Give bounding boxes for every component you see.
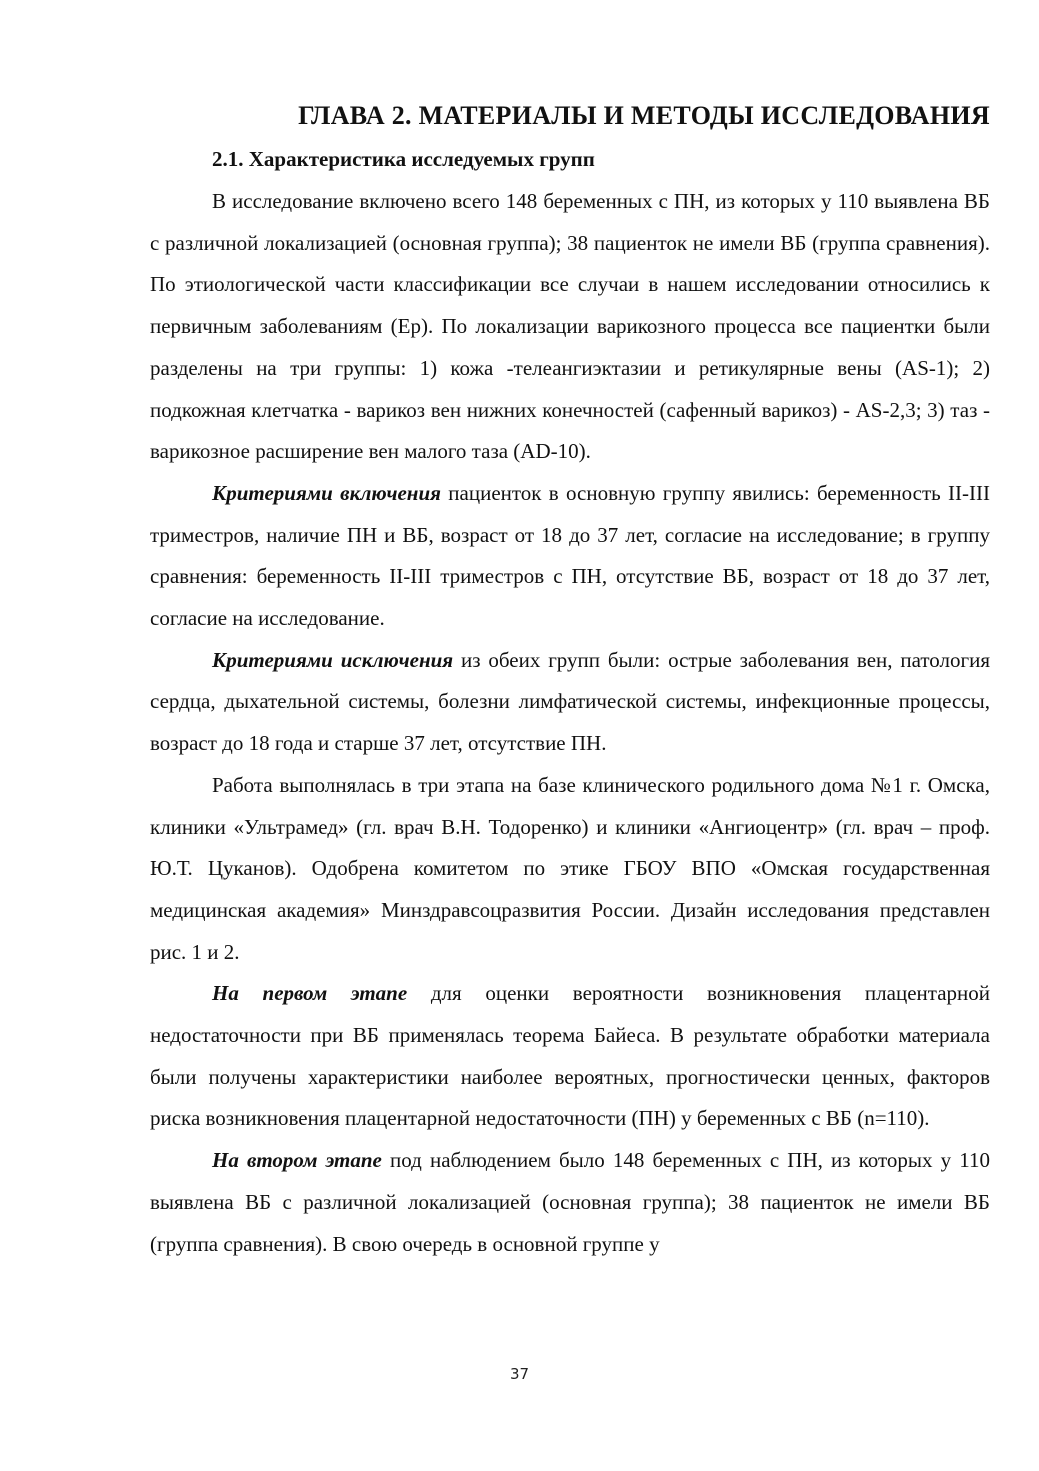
paragraph-text: В исследование включено всего 148 беременных с ПН, из которых у 110 выявлена ВБ с различной локализацией (основная группа); 38 пациенток не имели ВБ (группа сравнения). По этиологической части классификации все случаи в нашем исследовании относились к первичным заболеваниям (Ер). По локализации варикозного процесса все пациентки были разделены на три группы: 1) кожа -телеангиэктазии и ретикулярные вены (AS-1); 2) подкожная клетчатка - варикоз вен нижних конечностей (сафенный варикоз) - AS-2,3; 3) таз - варикозное расширение вен малого таза (AD-10). bbox=[150, 189, 990, 464]
paragraph-second-stage bbox=[150, 1140, 990, 1265]
page-number: 37 bbox=[509, 1365, 530, 1383]
chapter-title: ГЛАВА 2. МАТЕРИАЛЫ И МЕТОДЫ ИССЛЕДОВАНИЯ bbox=[298, 101, 990, 130]
paragraph-study-base bbox=[150, 765, 990, 974]
paragraph-text: для оценки вероятности возникновения плацентарной недостаточности при ВБ применялась теорема Байеса. В результате обработки материала были получены характеристики наиболее вероятных, прогностически ценных, факторов риска возникновения плацентарной недостаточности (ПН) у беременных с ВБ (n=110). bbox=[150, 981, 990, 1131]
paragraph-inclusion-criteria bbox=[150, 473, 990, 640]
paragraph-lead: На втором этапе bbox=[212, 1148, 382, 1173]
paragraph-first-stage bbox=[150, 973, 990, 1140]
paragraph-lead: На первом этапе bbox=[212, 981, 408, 1006]
paragraph-lead: Критериями исключения bbox=[212, 647, 454, 672]
paragraph-exclusion-criteria bbox=[150, 640, 990, 765]
section-title: 2.1. Характеристика исследуемых групп bbox=[212, 147, 595, 171]
paragraph-text: под наблюдением было 148 беременных с ПН, из которых у 110 выявлена ВБ с различной локализацией (основная группа); 38 пациенток не имели ВБ (группа сравнения). В свою очередь в основной группе у bbox=[150, 1148, 991, 1256]
paragraph-text: пациенток в основную группу явились: беременность II-III триместров, наличие ПН и ВБ, возраст от 18 до 37 лет, согласие на исследование; в группу сравнения: беременность II-III триместров с ПН, отсутствие ВБ, возраст от 18 до 37 лет, согласие на исследование. bbox=[150, 480, 991, 631]
paragraph-text: из обеих групп были: острые заболевания вен, патология сердца, дыхательной системы, болезни лимфатической системы, инфекционные процессы, возраст до 18 года и старше 37 лет, отсутствие ПН. bbox=[150, 647, 990, 756]
paragraph-intro bbox=[150, 181, 990, 473]
document-page bbox=[150, 96, 990, 1265]
paragraph-lead: Критериями включения bbox=[212, 480, 441, 505]
paragraph-text: Работа выполнялась в три этапа на базе клинического родильного дома №1 г. Омска, клиники «Ультрамед» (гл. врач В.Н. Тодоренко) и клиники «Ангиоцентр» (гл. врач – проф. Ю.Т. Цуканов). Одобрена комитетом по этике ГБОУ ВПО «Омская государственная медицинская академия» Минздравсоцразвития России. Дизайн исследования представлен рис. 1 и 2. bbox=[150, 772, 990, 964]
